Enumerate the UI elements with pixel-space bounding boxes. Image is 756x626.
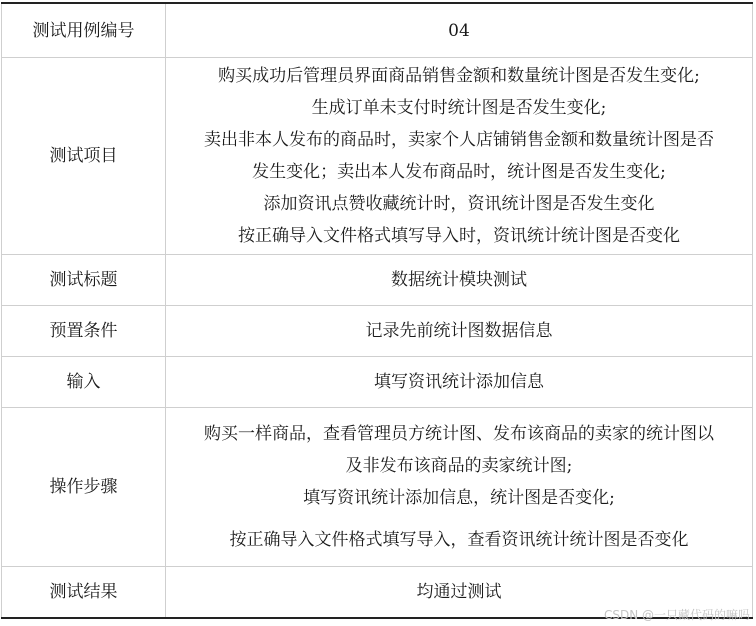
- row-label-test-items: 测试项目: [2, 58, 166, 255]
- row-value-result: 均通过测试: [166, 567, 753, 619]
- row-value-test-title: 数据统计模块测试: [166, 255, 753, 306]
- table-row: [2, 3, 753, 58]
- step-line: 及非发布该商品的卖家统计图;: [345, 456, 573, 476]
- table-row: [2, 255, 753, 306]
- test-item-line: 添加资讯点赞收藏统计时，资讯统计图是否发生变化: [263, 194, 655, 214]
- test-item-line: 发生变化；卖出本人发布商品时，统计图是否发生变化;: [252, 162, 666, 182]
- row-label-result: 测试结果: [2, 567, 166, 619]
- watermark: CSDN @一只藏代码的嘛吗: [603, 608, 750, 622]
- row-label-test-case-id: 测试用例编号: [2, 3, 166, 58]
- test-item-line: 购买成功后管理员界面商品销售金额和数量统计图是否发生变化;: [218, 66, 700, 86]
- row-value-steps: [166, 408, 753, 567]
- test-item-line: 卖出非本人发布的商品时，卖家个人店铺销售金额和数量统计图是否: [204, 130, 714, 150]
- row-value-precondition: 记录先前统计图数据信息: [166, 306, 753, 357]
- test-item-line: 按正确导入文件格式填写导入时，资讯统计统计图是否变化: [238, 226, 680, 246]
- row-label-test-title: 测试标题: [2, 255, 166, 306]
- row-value-test-items: [166, 58, 753, 255]
- table-row: [2, 357, 753, 408]
- table-row: [2, 408, 753, 567]
- step-line: 购买一样商品，查看管理员方统计图、发布该商品的卖家的统计图以: [204, 424, 714, 444]
- step-line: 填写资讯统计添加信息，统计图是否变化;: [303, 488, 615, 508]
- row-label-steps: 操作步骤: [2, 408, 166, 567]
- table-row: [2, 58, 753, 255]
- test-item-line: 生成订单未支付时统计图是否发生变化;: [311, 98, 607, 118]
- row-value-input: 填写资讯统计添加信息: [166, 357, 753, 408]
- test-case-table: [1, 2, 753, 619]
- row-value-test-case-id: 04: [166, 3, 753, 58]
- table-row: [2, 306, 753, 357]
- step-line: 按正确导入文件格式填写导入，查看资讯统计统计图是否变化: [229, 530, 689, 550]
- row-label-input: 输入: [2, 357, 166, 408]
- row-label-precondition: 预置条件: [2, 306, 166, 357]
